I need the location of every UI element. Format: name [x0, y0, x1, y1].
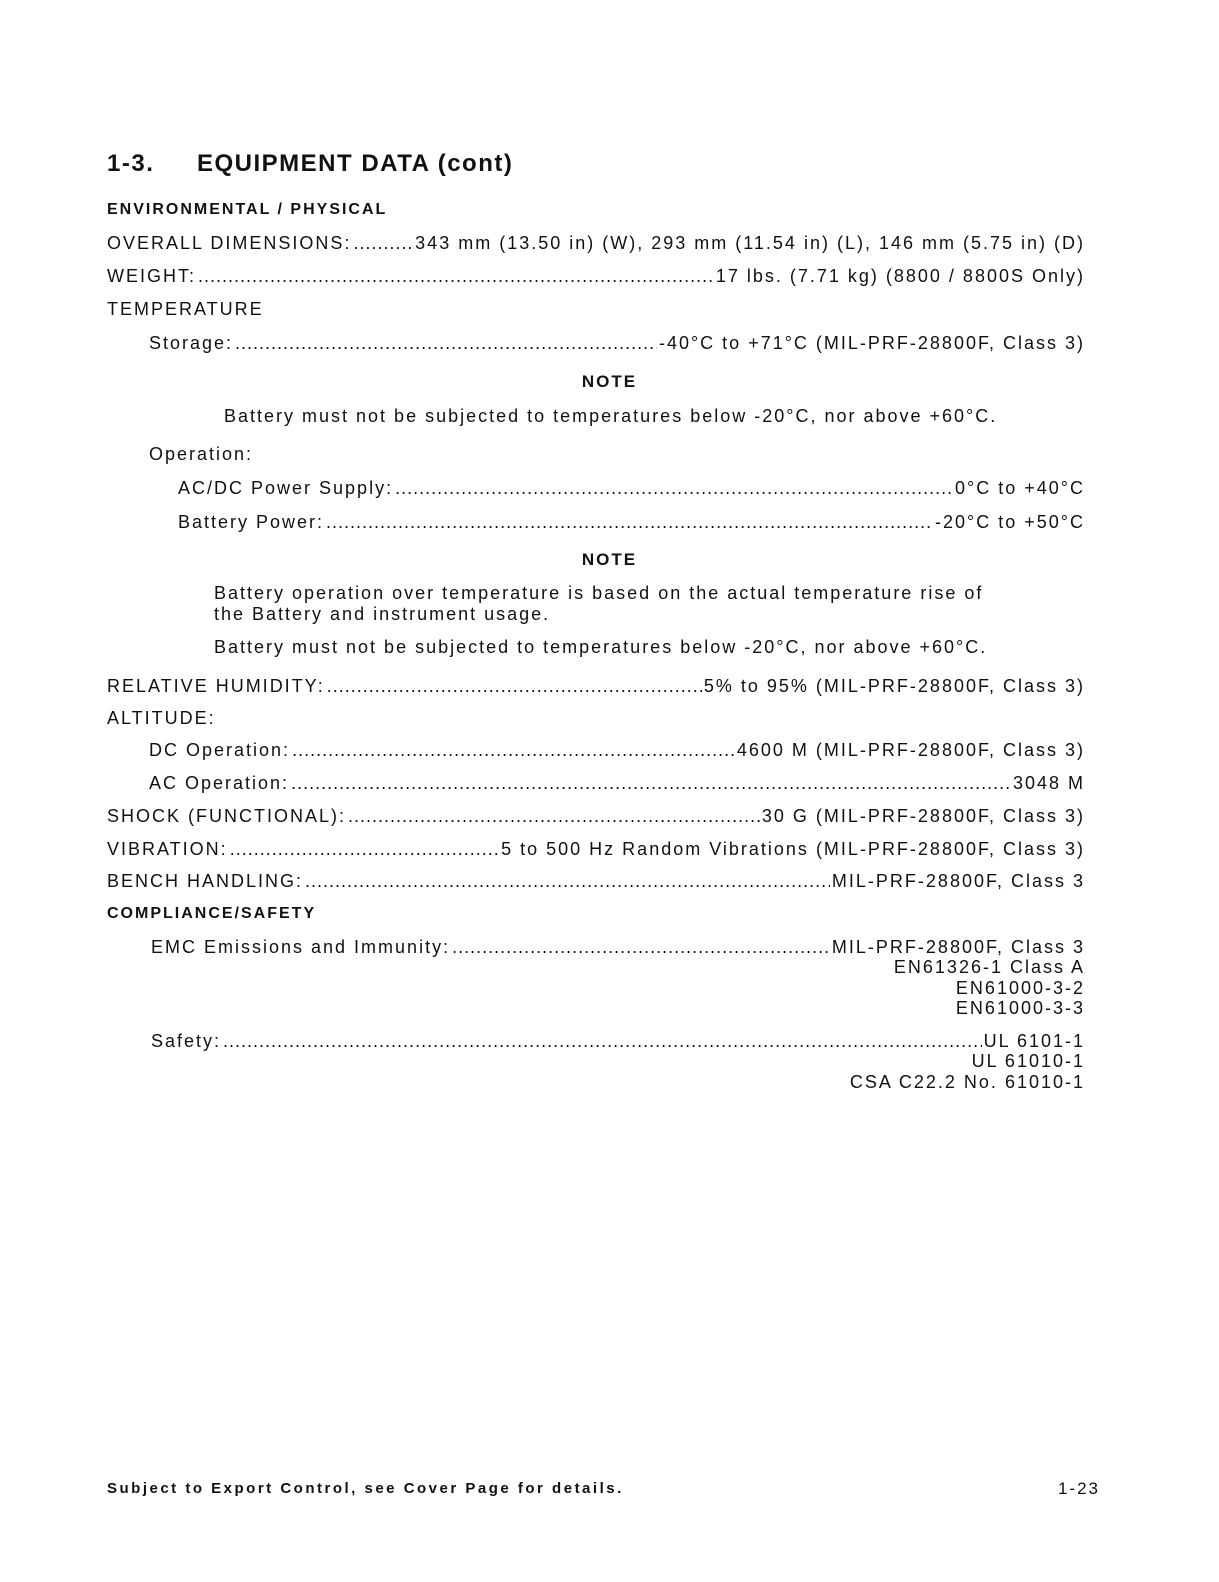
bench-handling-label: BENCH HANDLING: [107, 871, 304, 891]
overall-dimensions-row [107, 233, 1085, 254]
dc-operation-label: DC Operation: [149, 740, 291, 760]
vibration-row [107, 839, 1085, 860]
dot-leader [292, 740, 735, 761]
dot-leader [353, 233, 413, 254]
environmental-physical-heading: ENVIRONMENTAL / PHYSICAL [107, 201, 388, 218]
page-number: 1-23 [1057, 1479, 1100, 1498]
safety-value: UL 6101-1 [983, 1031, 1085, 1051]
emc-standard: EN61000-3-3 [955, 998, 1085, 1018]
page-title [107, 150, 513, 178]
storage-value: -40°C to +71°C (MIL-PRF-28800F, Class 3) [658, 333, 1085, 353]
safety-label: Safety: [151, 1031, 222, 1051]
vibration-value: 5 to 500 Hz Random Vibrations (MIL-PRF-28800F, Class 3) [501, 839, 1085, 859]
section-title: EQUIPMENT DATA (cont) [197, 150, 514, 177]
emc-standard: EN61326-1 Class A [893, 957, 1085, 977]
section-number: 1-3. [107, 150, 155, 177]
emc-standard: EN61000-3-2 [955, 977, 1085, 998]
bench-handling-row [107, 871, 1085, 892]
battery-power-label: Battery Power: [178, 512, 325, 532]
emc-value: MIL-PRF-28800F, Class 3 [831, 937, 1085, 957]
storage-row [149, 333, 1085, 354]
dot-leader [223, 1031, 982, 1052]
dot-leader [327, 676, 702, 697]
weight-row [107, 266, 1085, 287]
weight-label: WEIGHT: [107, 266, 196, 286]
dot-leader [198, 266, 714, 287]
dot-leader [230, 839, 499, 860]
humidity-value: 5% to 95% (MIL-PRF-28800F, Class 3) [703, 676, 1085, 696]
acdc-power-row [178, 478, 1085, 499]
humidity-label: RELATIVE HUMIDITY: [107, 676, 325, 696]
dot-leader [326, 512, 933, 533]
shock-label: SHOCK (FUNCTIONAL): [107, 806, 347, 826]
safety-standards-list [850, 1051, 1085, 1092]
dc-operation-value: 4600 M (MIL-PRF-28800F, Class 3) [736, 740, 1085, 760]
operation-label: Operation: [149, 444, 254, 464]
overall-dimensions-value: 343 mm (13.50 in) (W), 293 mm (11.54 in) (L), 146 mm (5.75 in) (D) [415, 233, 1085, 253]
dot-leader [452, 937, 830, 958]
humidity-row [107, 676, 1085, 697]
note-text: Battery must not be subjected to temperatures below -20°C, nor above +60°C. [224, 406, 998, 426]
ac-operation-label: AC Operation: [149, 773, 290, 793]
overall-dimensions-label: OVERALL DIMENSIONS: [107, 233, 352, 253]
weight-value: 17 lbs. (7.71 kg) (8800 / 8800S Only) [715, 266, 1085, 286]
battery-power-row [178, 512, 1085, 533]
note-text: Battery must not be subjected to temperatures below -20°C, nor above +60°C. [214, 637, 988, 657]
dot-leader [235, 333, 657, 354]
dc-operation-row [149, 740, 1085, 761]
acdc-power-value: 0°C to +40°C [955, 478, 1085, 498]
storage-label: Storage: [149, 333, 234, 353]
dot-leader [348, 806, 760, 827]
dot-leader [395, 478, 953, 499]
note-heading: NOTE [581, 372, 638, 391]
dot-leader [305, 871, 830, 892]
emc-row [151, 937, 1085, 958]
emc-label: EMC Emissions and Immunity: [151, 937, 451, 957]
compliance-safety-heading: COMPLIANCE/SAFETY [107, 905, 317, 922]
safety-standard: UL 61010-1 [971, 1051, 1085, 1071]
acdc-power-label: AC/DC Power Supply: [178, 478, 394, 498]
shock-row [107, 806, 1085, 827]
bench-handling-value: MIL-PRF-28800F, Class 3 [831, 871, 1085, 891]
note-text: Battery operation over temperature is based on the actual temperature rise of [214, 583, 984, 603]
ac-operation-row [149, 773, 1085, 794]
battery-power-value: -20°C to +50°C [935, 512, 1085, 532]
export-control-notice: Subject to Export Control, see Cover Page for details. [107, 1480, 624, 1497]
ac-operation-value: 3048 M [1012, 773, 1085, 793]
note-text: the Battery and instrument usage. [214, 604, 551, 624]
safety-standard: CSA C22.2 No. 61010-1 [849, 1071, 1085, 1092]
altitude-label: ALTITUDE: [107, 708, 216, 728]
dot-leader [291, 773, 1011, 794]
safety-row [151, 1031, 1085, 1052]
note-heading: NOTE [581, 550, 638, 569]
emc-standards-list [894, 957, 1085, 1019]
shock-value: 30 G (MIL-PRF-28800F, Class 3) [761, 806, 1085, 826]
temperature-label: TEMPERATURE [107, 299, 264, 319]
vibration-label: VIBRATION: [107, 839, 228, 859]
